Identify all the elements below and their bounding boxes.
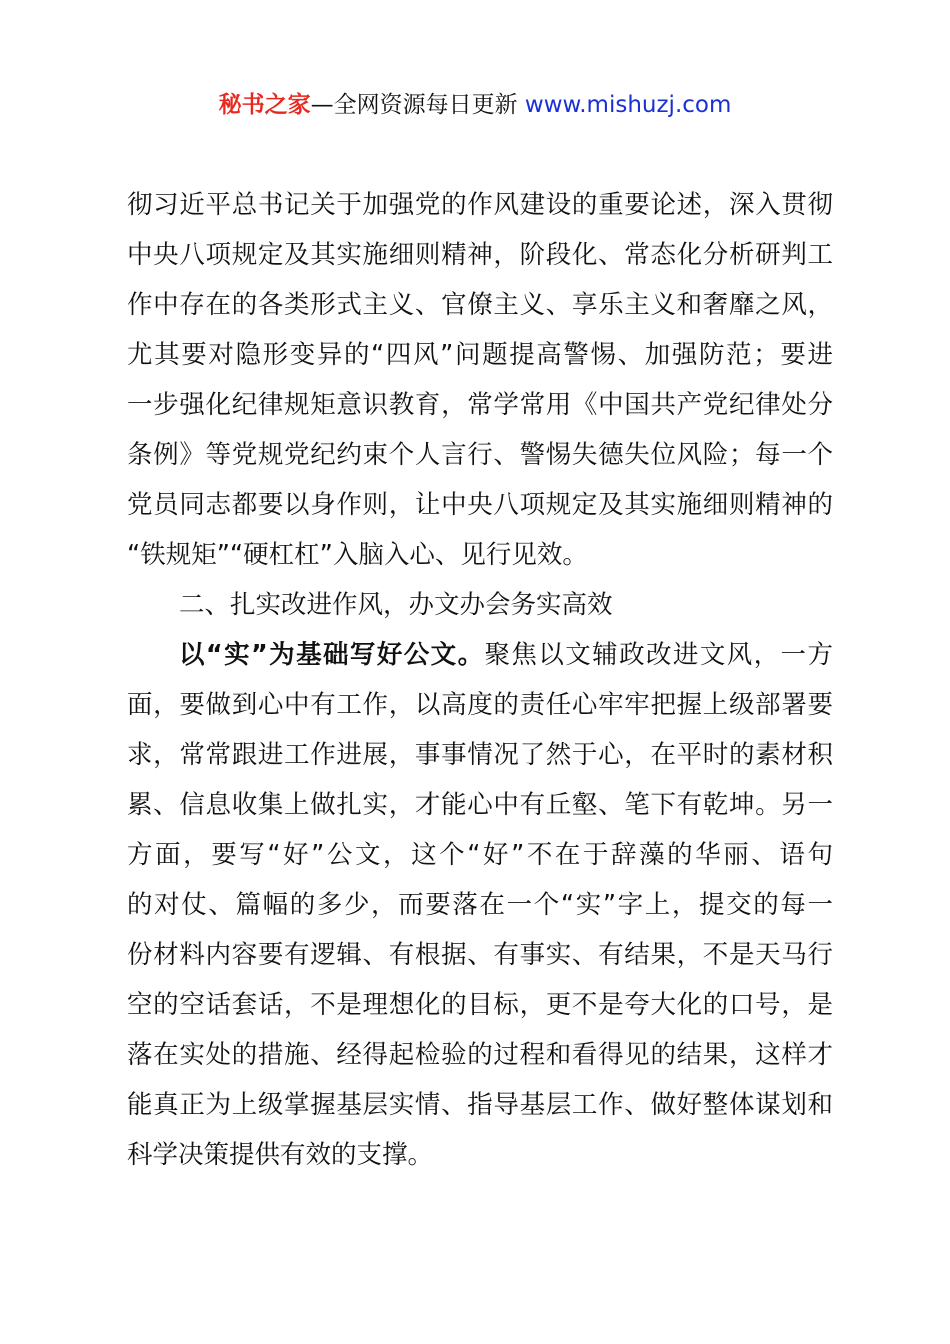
document-body	[127, 180, 833, 1180]
header-site-link[interactable]: www.mishuzj.com	[524, 92, 732, 118]
paragraph-1	[127, 180, 833, 580]
paragraph-line: 彻习近平总书记关于加强党的作风建设的重要论述，深入贯彻	[127, 190, 833, 220]
paragraph-line: 中央八项规定及其实施细则精神，阶段化、常态化分析研判工	[127, 240, 833, 270]
paragraph-line: 作中存在的各类形式主义、官僚主义、享乐主义和奢靡之风，	[127, 290, 833, 320]
paragraph-line: 方面，要写“好”公文，这个“好”不在于辞藻的华丽、语句	[127, 840, 833, 870]
paragraph-first-line	[127, 630, 833, 680]
paragraph-lead-heading: 以“实”为基础写好公文。	[179, 640, 485, 670]
header-brand: 秘书之家	[218, 92, 311, 118]
header-tagline: —全网资源每日更新	[310, 92, 518, 118]
paragraph-line: 一步强化纪律规矩意识教育，常学常用《中国共产党纪律处分	[127, 390, 833, 420]
paragraph-line: 尤其要对隐形变异的“四风”问题提高警惕、加强防范；要进	[127, 340, 833, 370]
paragraph-line: 面，要做到心中有工作，以高度的责任心牢牢把握上级部署要	[127, 690, 833, 720]
section-heading: 二、扎实改进作风，办文办会务实高效	[179, 590, 613, 620]
paragraph-line: 累、信息收集上做扎实，才能心中有丘壑、笔下有乾坤。另一	[127, 790, 833, 820]
paragraph-line: 科学决策提供有效的支撑。	[127, 1140, 434, 1170]
paragraph-line: 的对仗、篇幅的多少，而要落在一个“实”字上，提交的每一	[127, 890, 833, 920]
paragraph-line: 能真正为上级掌握基层实情、指导基层工作、做好整体谋划和	[127, 1090, 833, 1120]
page-header	[0, 88, 950, 122]
paragraph-line: “铁规矩”“硬杠杠”入脑入心、见行见效。	[127, 540, 588, 570]
paragraph-line: 空的空话套话，不是理想化的目标，更不是夸大化的口号，是	[127, 990, 833, 1020]
paragraph-line: 条例》等党规党纪约束个人言行、警惕失德失位风险；每一个	[127, 440, 833, 470]
paragraph-line: 党员同志都要以身作则，让中央八项规定及其实施细则精神的	[127, 490, 833, 520]
paragraph-line: 求，常常跟进工作进展，事事情况了然于心，在平时的素材积	[127, 740, 833, 770]
paragraph-lead-rest: 聚焦以文辅政改进文风，一方	[484, 640, 833, 670]
paragraph-line: 落在实处的措施、经得起检验的过程和看得见的结果，这样才	[127, 1040, 833, 1070]
paragraph-2	[127, 630, 833, 1180]
paragraph-line: 份材料内容要有逻辑、有根据、有事实、有结果，不是天马行	[127, 940, 833, 970]
